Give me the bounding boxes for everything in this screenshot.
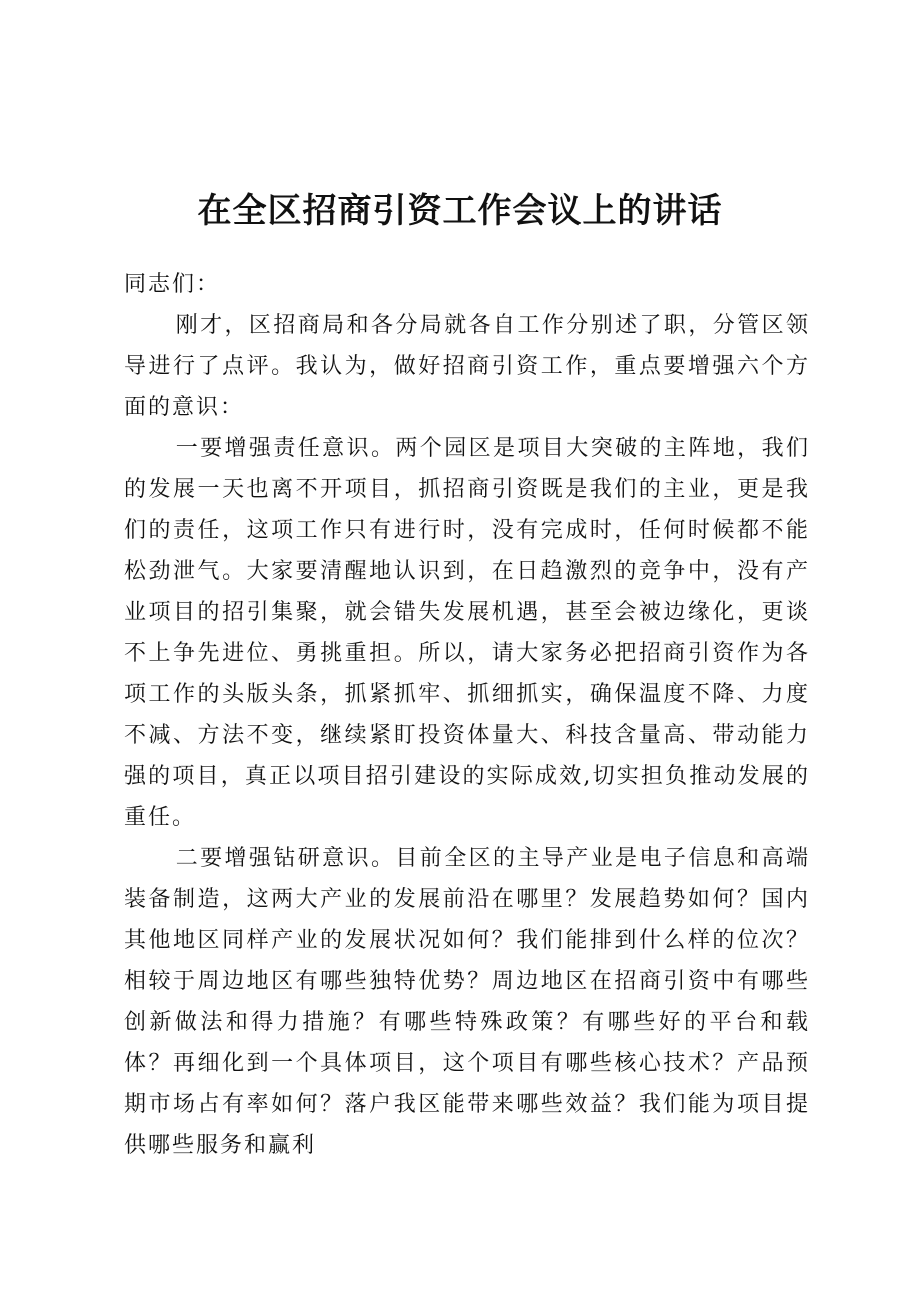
document-body — [124, 264, 810, 1166]
paragraph-responsibility: 一要增强责任意识。两个园区是项目大突破的主阵地，我们的发展一天也离不开项目，抓招商引资既是我们的主业，更是我们的责任，这项工作只有进行时，没有完成时，任何时候都不能松劲泄气。大家要清醒地认识到，在日趋激烈的竞争中，没有产业项目的招引集聚，就会错失发展机遇，甚至会被边缘化，更谈不上争先进位、勇挑重担。所以，请大家务必把招商引资作为各项工作的头版头条，抓紧抓牢、抓细抓实，确保温度不降、力度不减、方法不变，继续紧盯投资体量大、科技含量高、带动能力强的项目，真正以项目招引建设的实际成效,切实担负推动发展的重任。 — [124, 436, 810, 830]
document-title: 在全区招商引资工作会议上的讲话 — [197, 191, 723, 231]
paragraph-intro: 刚才，区招商局和各分局就各自工作分别述了职，分管区领导进行了点评。我认为，做好招商引资工作，重点要增强六个方面的意识： — [124, 313, 810, 420]
paragraph-research: 二要增强钻研意识。目前全区的主导产业是电子信息和高端装备制造，这两大产业的发展前沿在哪里？发展趋势如何？国内其他地区同样产业的发展状况如何？我们能排到什么样的位次？相较于周边地区有哪些独特优势？周边地区在招商引资中有哪些创新做法和得力措施？有哪些特殊政策？有哪些好的平台和载体？再细化到一个具体项目，这个项目有哪些核心技术？产品预期市场占有率如何？落户我区能带来哪些效益？我们能为项目提供哪些服务和赢利 — [124, 846, 810, 1158]
salutation: 同志们： — [124, 272, 221, 297]
